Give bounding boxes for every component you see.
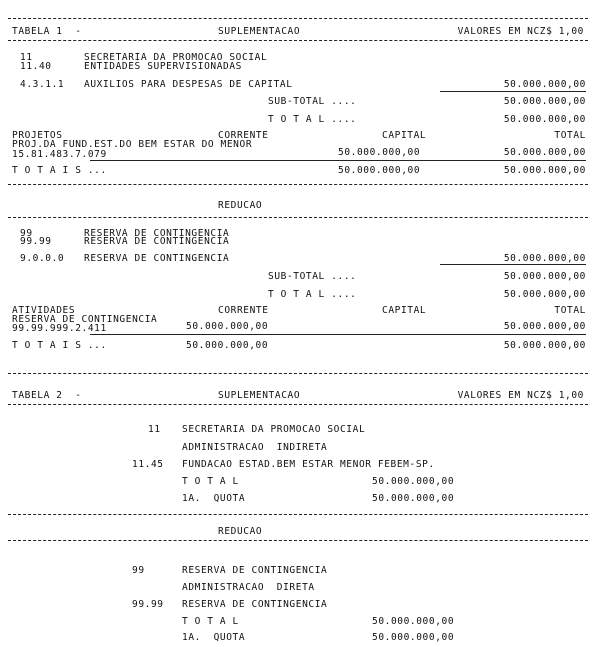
unit-name: ENTIDADES SUPERVISIONADAS	[84, 61, 242, 72]
subtotal-value: 50.000.000,00	[503, 271, 586, 282]
totais-total: 50.000.000,00	[503, 165, 586, 176]
org-code: 11	[148, 424, 161, 435]
col-header-total: TOTAL	[554, 130, 586, 141]
divider	[8, 217, 588, 218]
project-name: PROJ.DA FUND.EST.DO BEM ESTAR DO MENOR	[12, 139, 253, 150]
activity-corrente: 50.000.000,00	[186, 321, 269, 332]
total-value: 50.000.000,00	[503, 289, 586, 300]
reducao-title: REDUCAO	[218, 526, 263, 537]
element-code: 9.0.0.0	[20, 253, 65, 264]
table-1-values-unit: VALORES EM NCZ$ 1,00	[457, 26, 584, 37]
col-header-corrente: CORRENTE	[218, 130, 269, 141]
col-header-total: TOTAL	[554, 305, 586, 316]
unit-name: RESERVA DE CONTINGENCIA	[84, 236, 230, 247]
admin-type: ADMINISTRACAO DIRETA	[182, 582, 315, 593]
totais-capital: 50.000.000,00	[338, 165, 421, 176]
total-value: 50.000.000,00	[372, 476, 455, 487]
col-header-corrente: CORRENTE	[218, 305, 269, 316]
subtotal-label: SUB-TOTAL ....	[268, 96, 357, 107]
total-value: 50.000.000,00	[503, 114, 586, 125]
unit-code: 99.99	[132, 599, 164, 610]
total-label: T O T A L ....	[268, 289, 357, 300]
totais-corrente: 50.000.000,00	[186, 340, 269, 351]
divider	[8, 40, 588, 41]
activity-name: RESERVA DE CONTINGENCIA	[12, 314, 158, 325]
divider	[8, 373, 588, 374]
unit-name: FUNDACAO ESTAD.BEM ESTAR MENOR FEBEM-SP.	[182, 459, 435, 470]
admin-type: ADMINISTRACAO INDIRETA	[182, 442, 328, 453]
totais-label: T O T A I S ...	[12, 340, 107, 351]
element-name: RESERVA DE CONTINGENCIA	[84, 253, 230, 264]
activity-total: 50.000.000,00	[503, 321, 586, 332]
table-2-type: SUPLEMENTACAO	[218, 390, 301, 401]
total-label: T O T A L	[182, 476, 239, 487]
project-capital: 50.000.000,00	[338, 147, 421, 158]
subtotal-label: SUB-TOTAL ....	[268, 271, 357, 282]
unit-code: 11.40	[20, 61, 52, 72]
table-2-values-unit: VALORES EM NCZ$ 1,00	[457, 390, 584, 401]
totais-label: T O T A I S ...	[12, 165, 107, 176]
underline	[440, 264, 586, 265]
divider	[8, 184, 588, 185]
divider	[8, 18, 588, 19]
org-name: SECRETARIA DA PROMOCAO SOCIAL	[182, 424, 366, 435]
subtotal-value: 50.000.000,00	[503, 96, 586, 107]
org-name: RESERVA DE CONTINGENCIA	[84, 228, 230, 239]
unit-name: RESERVA DE CONTINGENCIA	[182, 599, 328, 610]
org-code: 11	[20, 52, 33, 63]
org-code: 99	[132, 565, 145, 576]
org-name: RESERVA DE CONTINGENCIA	[182, 565, 328, 576]
total-value: 50.000.000,00	[372, 616, 455, 627]
table-2-label: TABELA 2 -	[12, 390, 82, 401]
reducao-title: REDUCAO	[218, 200, 263, 211]
activity-code: 99.99.999.2.411	[12, 323, 107, 334]
total-label: T O T A L ....	[268, 114, 357, 125]
element-name: AUXILIOS PARA DESPESAS DE CAPITAL	[84, 79, 293, 90]
total-label: T O T A L	[182, 616, 239, 627]
col-header-capital: CAPITAL	[382, 305, 427, 316]
col-header-projetos: PROJETOS	[12, 130, 63, 141]
divider	[8, 540, 588, 541]
element-amount: 50.000.000,00	[503, 79, 586, 90]
underline	[90, 160, 586, 161]
quota-label: 1A. QUOTA	[182, 632, 246, 643]
divider	[8, 514, 588, 515]
quota-label: 1A. QUOTA	[182, 493, 246, 504]
quota-value: 50.000.000,00	[372, 632, 455, 643]
totais-total: 50.000.000,00	[503, 340, 586, 351]
unit-code: 11.45	[132, 459, 164, 470]
col-header-capital: CAPITAL	[382, 130, 427, 141]
project-total: 50.000.000,00	[503, 147, 586, 158]
element-code: 4.3.1.1	[20, 79, 65, 90]
underline	[440, 91, 586, 92]
org-code: 99	[20, 228, 33, 239]
quota-value: 50.000.000,00	[372, 493, 455, 504]
org-name: SECRETARIA DA PROMOCAO SOCIAL	[84, 52, 268, 63]
underline	[90, 334, 586, 335]
element-amount: 50.000.000,00	[503, 253, 586, 264]
divider	[8, 404, 588, 405]
col-header-atividades: ATIVIDADES	[12, 305, 76, 316]
table-1-type: SUPLEMENTACAO	[218, 26, 301, 37]
project-code: 15.81.483.7.079	[12, 149, 107, 160]
unit-code: 99.99	[20, 236, 52, 247]
table-1-label: TABELA 1 -	[12, 26, 82, 37]
